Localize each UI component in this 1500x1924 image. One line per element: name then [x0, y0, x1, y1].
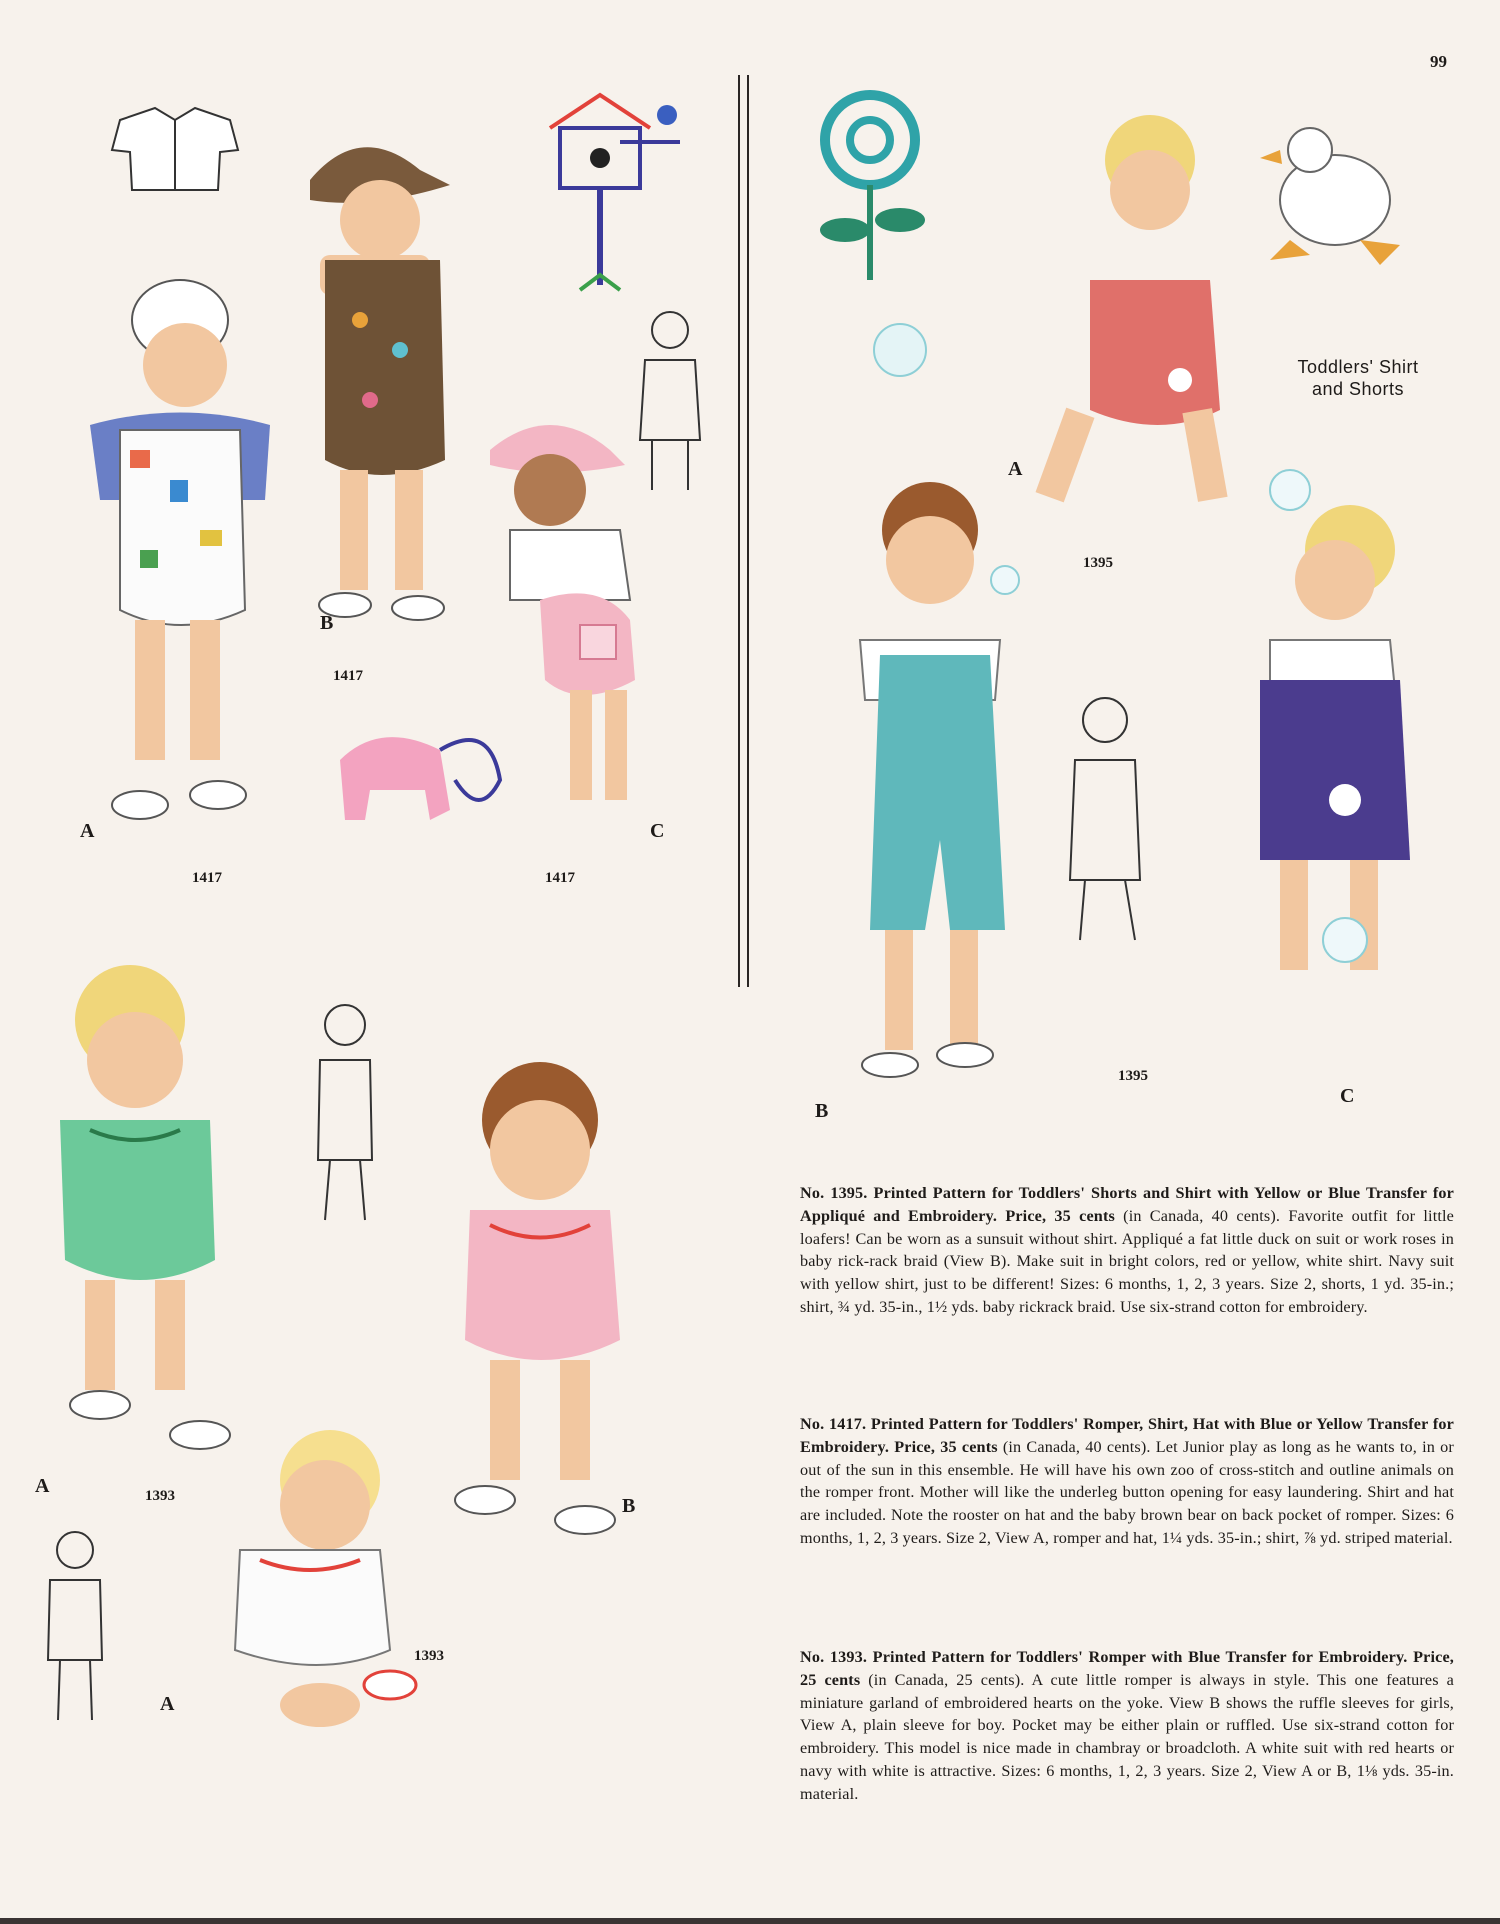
label-1417-c: C	[650, 820, 665, 842]
description-1395	[800, 1182, 1454, 1319]
description-1395-heading: No. 1395. Printed Pattern for Toddlers' Shorts and Shirt with Yellow or Blue Transfer for Appliqué and Embroidery. Price, 35 cents	[800, 1184, 1454, 1225]
caption-toddlers-shirt-shorts	[1278, 356, 1438, 400]
description-1417-heading: No. 1417. Printed Pattern for Toddlers' Romper, Shirt, Hat with Blue or Yellow Transfer for Embroidery. Price, 35 cents	[800, 1415, 1454, 1456]
column-divider-left	[738, 75, 740, 987]
description-1417	[800, 1413, 1454, 1550]
label-1393-a-bottom: A	[160, 1693, 175, 1715]
description-1417-body: (in Canada, 40 cents). Let Junior play as long as he wants to, in or out of the sun in this ensemble. He will have his own zoo of cross-stitch and outline animals on the romper front. Mother will like the underleg button opening for easy laundering. Shirt and hat are included. Note the rooster on hat and the baby brown bear on back pocket of romper. Sizes: 6 months, 1, 2, 3 years. Size 2, View A, romper and hat, 1¼ yds. 35-in.; shirt, ⅞ yd. striped material.	[800, 1437, 1454, 1547]
label-1393-b: B	[622, 1495, 636, 1517]
toddler-1393-view-a-white	[235, 1430, 416, 1727]
toddler-1417-view-c	[490, 425, 635, 800]
bottom-edge-rule	[0, 1918, 1500, 1924]
description-1393-body: (in Canada, 25 cents). A cute little romper is always in style. This one features a miniature garland of embroidered hearts on the yoke. View B shows the ruffle sleeves for girls, View A, plain sleeve for boy. Pocket may be either plain or ruffled. Use six-strand cotton for embroidery. This model is nice made in chambray or broadcloth. A white suit with red hearts or navy with white is attractive. Sizes: 6 months, 1, 2, 3 years. Size 2, View A or B, 1⅛ yds. 35-in. material.	[800, 1670, 1454, 1803]
column-divider-right	[747, 75, 749, 987]
description-1393-heading: No. 1393. Printed Pattern for Toddlers' Romper with Blue Transfer for Embroidery. Price, 25 cents	[800, 1648, 1454, 1689]
toddler-1393-view-b-pink	[455, 1062, 620, 1534]
label-1393-a-top: A	[35, 1475, 50, 1497]
soap-bubble	[874, 324, 926, 376]
pattern-1417-illustration	[40, 80, 720, 910]
toddler-1417-view-b	[310, 147, 450, 620]
label-1417-a: A	[80, 820, 95, 842]
toddler-1393-view-a-green	[60, 965, 230, 1449]
pattern-number-1417-right: 1417	[545, 870, 575, 886]
description-1393	[800, 1646, 1454, 1806]
elephant-transfer-motif	[340, 737, 500, 820]
caption-line-2: and Shorts	[1311, 379, 1405, 399]
pattern-1393-illustration	[20, 960, 720, 1760]
back-view-sketch-1393-top	[318, 1005, 372, 1220]
duck-transfer-motif	[1260, 128, 1400, 265]
pattern-number-1395-bottom: 1395	[1118, 1068, 1148, 1084]
pattern-number-1395-top: 1395	[1083, 555, 1113, 571]
toddler-1395-view-c	[1260, 470, 1410, 970]
page-number: 99	[1430, 52, 1447, 71]
rose-transfer-motif	[820, 95, 925, 280]
back-view-sketch-1393-bottom	[48, 1532, 102, 1720]
label-1395-a: A	[1008, 458, 1023, 480]
birdhouse-transfer-motif	[550, 95, 680, 290]
pattern-number-1393-mid: 1393	[145, 1488, 175, 1504]
caption-line-1: Toddlers' Shirt	[1297, 357, 1419, 377]
toddler-1417-view-a	[90, 280, 270, 819]
pattern-number-1417-mid: 1417	[333, 668, 363, 684]
toddler-1395-view-b	[860, 482, 1019, 1077]
toddler-1395-view-a	[1036, 115, 1228, 502]
back-view-sketch-1395	[1070, 698, 1140, 940]
label-1395-c: C	[1340, 1085, 1355, 1107]
label-1395-b: B	[815, 1100, 829, 1122]
description-1395-body: (in Canada, 40 cents). Favorite outfit for little loafers! Can be worn as a sunsuit without shirt. Appliqué a fat little duck on suit or work roses in baby rick-rack braid (View B). Make suit in bright colors, red or yellow, white shirt. Navy suit with yellow shirt, just to be different! Sizes: 6 months, 1, 2, 3 years. Size 2, shorts, 1 yd. 35-in.; shirt, ¾ yd. 35-in., 1½ yds. baby rickrack braid. Use six-strand cotton for embroidery.	[800, 1206, 1454, 1316]
pattern-1395-illustration	[790, 80, 1470, 1120]
label-1417-b: B	[320, 612, 334, 634]
pattern-number-1393-bottom: 1393	[414, 1648, 444, 1664]
back-view-sketch-1417	[640, 312, 700, 490]
pattern-number-1417-left: 1417	[192, 870, 222, 886]
shirt-flat-sketch	[112, 108, 238, 190]
